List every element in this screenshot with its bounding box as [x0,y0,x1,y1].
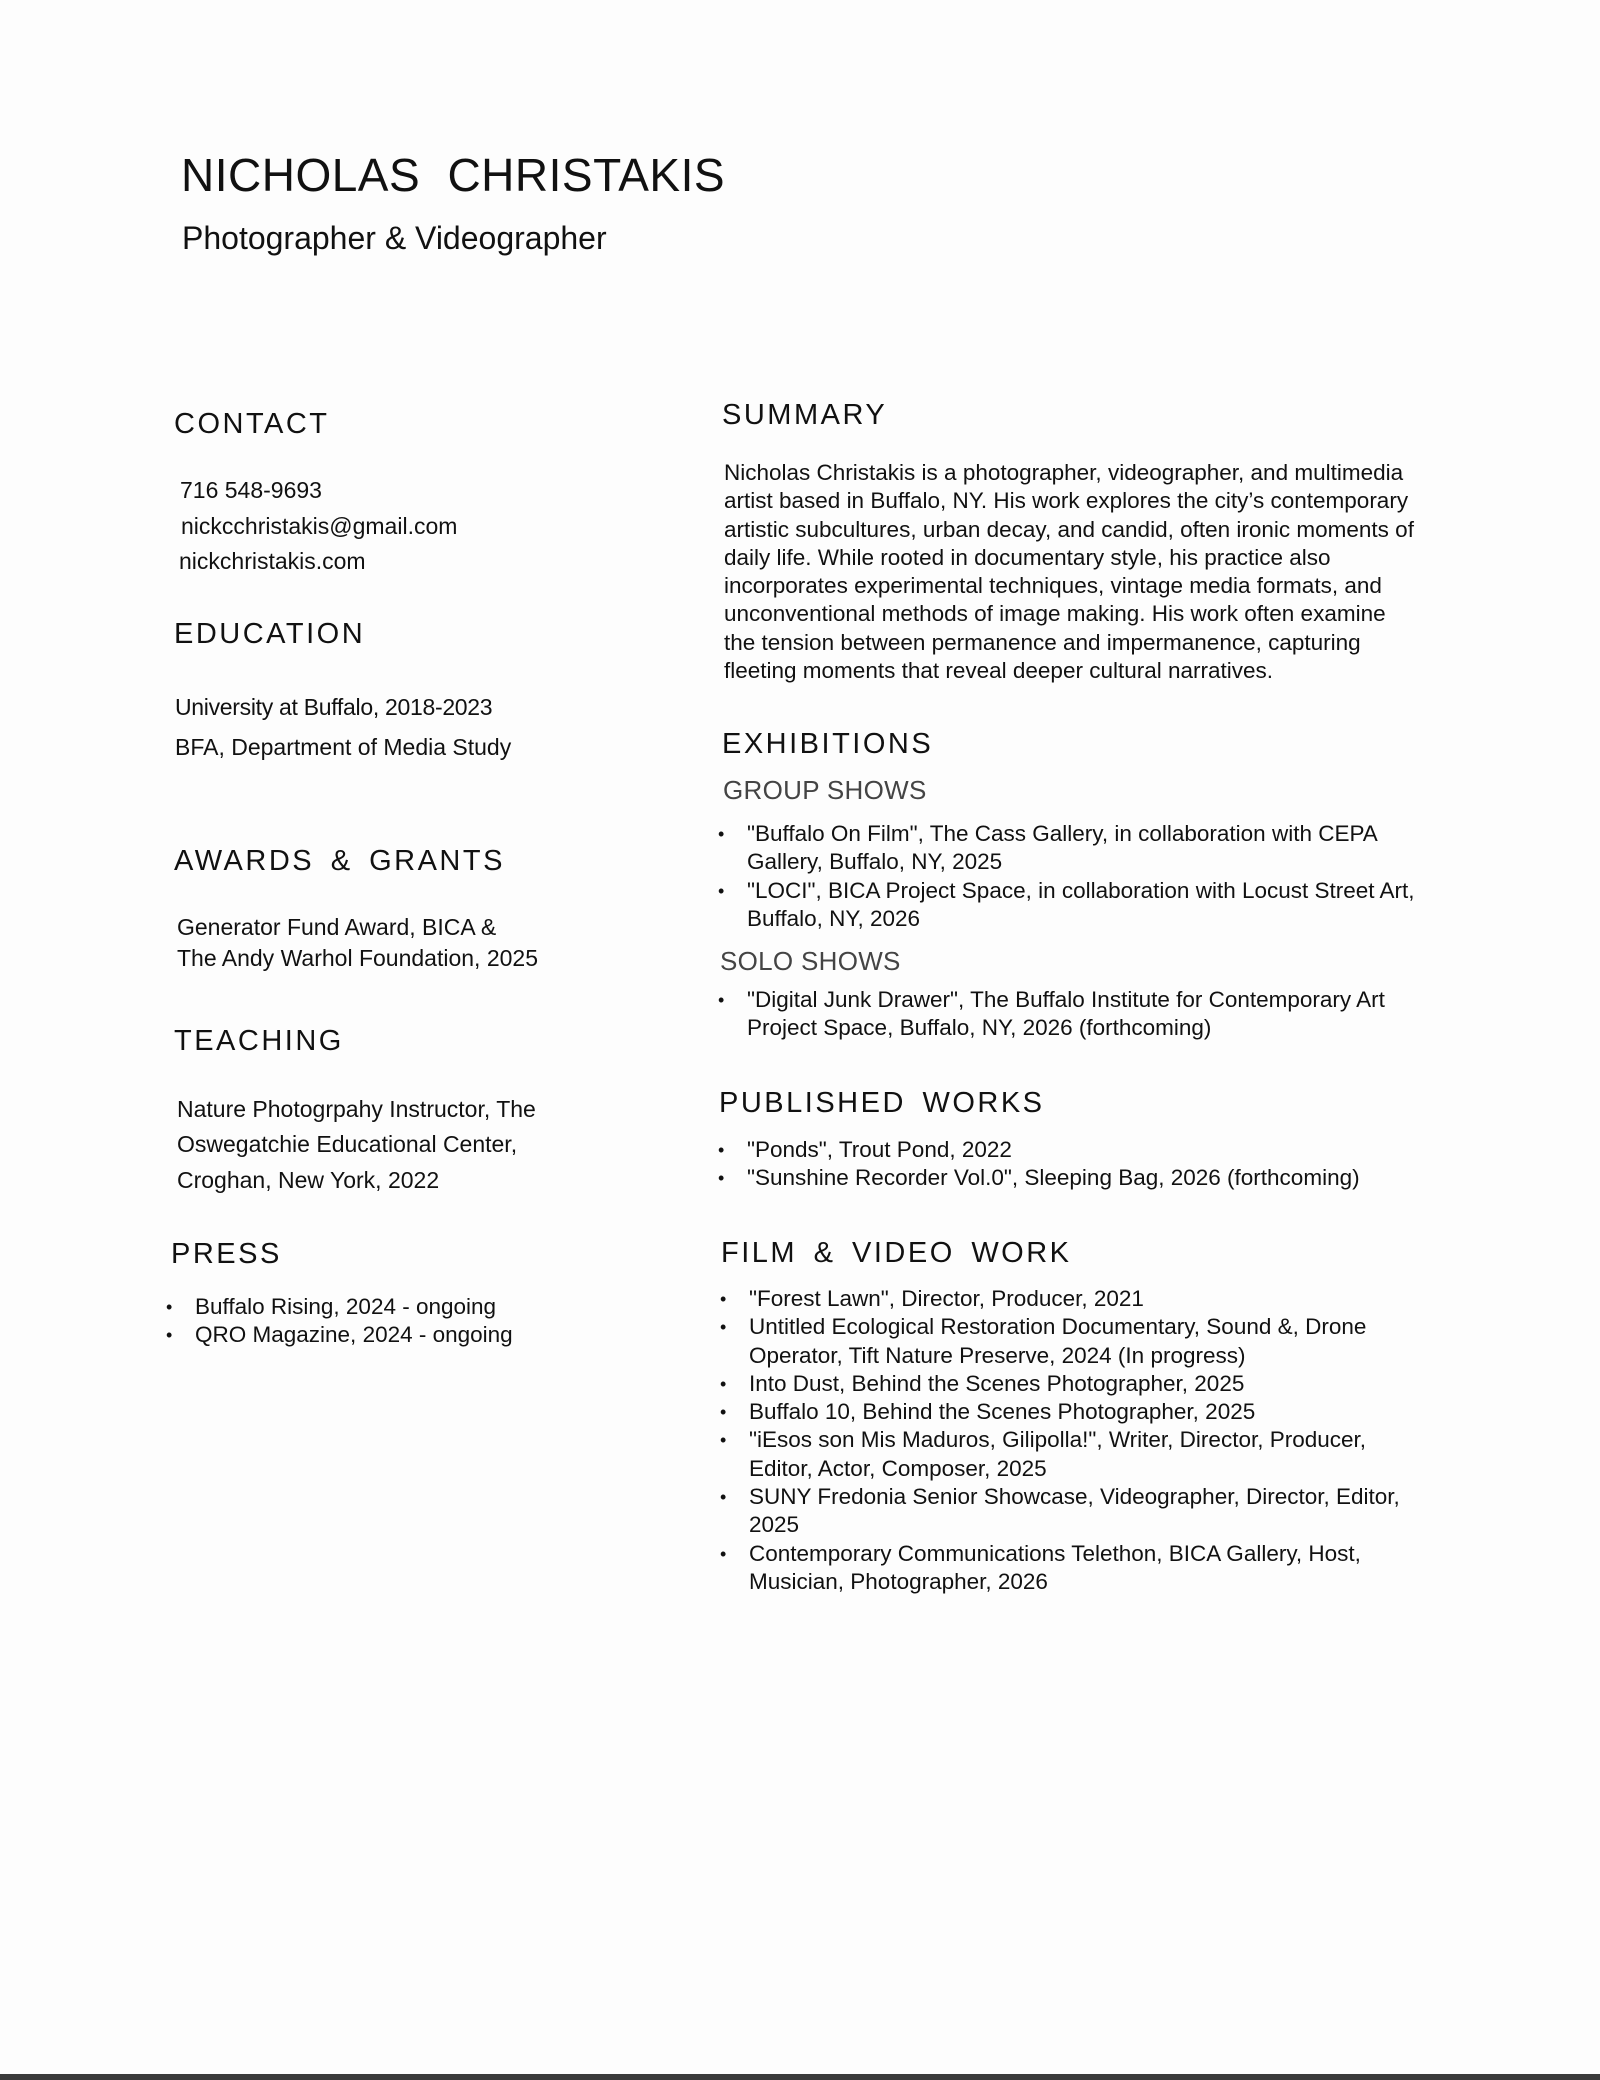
contact-phone: 716 548-9693 [180,477,322,503]
film-item: • SUNY Fredonia Senior Showcase, Videographer, Director, Editor, 2025 [720,1483,1400,1540]
summary-heading: SUMMARY [722,399,888,431]
contact-heading: CONTACT [174,408,330,440]
education-degree: BFA, Department of Media Study [175,734,512,760]
film-heading: FILM & VIDEO WORK [721,1237,1072,1269]
teaching-line: Croghan, New York, 2022 [177,1167,440,1193]
published-item: • "Ponds", Trout Pond, 2022 [718,1136,1360,1164]
film-list [720,1285,1400,1596]
published-heading: PUBLISHED WORKS [719,1087,1045,1119]
solo-shows-label: SOLO SHOWS [720,946,901,976]
resume-name: NICHOLAS CHRISTAKIS [181,149,726,201]
contact-email[interactable]: nickcchristakis@gmail.com [181,513,458,539]
summary-line: incorporates experimental techniques, vintage media formats, and [724,573,1382,599]
awards-heading: AWARDS & GRANTS [174,845,505,877]
awards-line: Generator Fund Award, BICA & [177,914,497,940]
page-bottom-border [0,2074,1600,2080]
teaching-line: Oswegatchie Educational Center, [177,1131,518,1157]
summary-paragraph [724,459,1414,685]
summary-line: fleeting moments that reveal deeper cultural narratives. [724,658,1274,684]
published-list [718,1136,1360,1193]
press-heading: PRESS [171,1238,282,1270]
solo-shows-list [718,986,1385,1043]
awards-line: The Andy Warhol Foundation, 2025 [177,945,538,971]
solo-show-item: • "Digital Junk Drawer", The Buffalo Institute for Contemporary Art Project Space, Buffalo, NY, 2026 (forthcoming) [718,986,1385,1043]
teaching-heading: TEACHING [174,1025,344,1057]
education-heading: EDUCATION [174,618,366,650]
film-item: • Buffalo 10, Behind the Scenes Photographer, 2025 [720,1398,1400,1426]
contact-website[interactable]: nickchristakis.com [179,548,366,574]
resume-tagline: Photographer & Videographer [182,220,607,256]
group-shows-list [718,820,1415,933]
summary-line: artistic subcultures, urban decay, and candid, often ironic moments of [724,516,1414,542]
summary-line: artist based in Buffalo, NY. His work explores the city’s contemporary [724,488,1409,514]
summary-line: unconventional methods of image making. His work often examine [724,601,1386,627]
exhibitions-heading: EXHIBITIONS [722,728,934,760]
group-shows-label: GROUP SHOWS [723,775,927,805]
film-item: • Untitled Ecological Restoration Documentary, Sound &, Drone Operator, Tift Nature Preserve, 2024 (In progress) [720,1313,1400,1370]
group-show-item: • "LOCI", BICA Project Space, in collaboration with Locust Street Art, Buffalo, NY, 2026 [718,877,1415,934]
film-item: • Contemporary Communications Telethon, BICA Gallery, Host, Musician, Photographer, 2026 [720,1540,1400,1597]
summary-line: daily life. While rooted in documentary style, his practice also [724,544,1331,570]
published-item: • "Sunshine Recorder Vol.0", Sleeping Bag, 2026 (forthcoming) [718,1164,1360,1192]
press-item: • Buffalo Rising, 2024 - ongoing [166,1293,513,1321]
teaching-line: Nature Photogrpahy Instructor, The [177,1096,536,1122]
film-item: • "Forest Lawn", Director, Producer, 2021 [720,1285,1400,1313]
film-item: • "iEsos son Mis Maduros, Gilipolla!", Writer, Director, Producer, Editor, Actor, Composer, 2025 [720,1426,1400,1483]
press-list [166,1293,513,1350]
film-item: • Into Dust, Behind the Scenes Photographer, 2025 [720,1370,1400,1398]
group-show-item: • "Buffalo On Film", The Cass Gallery, in collaboration with CEPA Gallery, Buffalo, NY, 2025 [718,820,1415,877]
education-school: University at Buffalo, 2018-2023 [175,694,493,720]
summary-line: Nicholas Christakis is a photographer, videographer, and multimedia [724,460,1404,485]
press-item: • QRO Magazine, 2024 - ongoing [166,1321,513,1349]
summary-line: the tension between permanence and impermanence, capturing [724,629,1361,655]
